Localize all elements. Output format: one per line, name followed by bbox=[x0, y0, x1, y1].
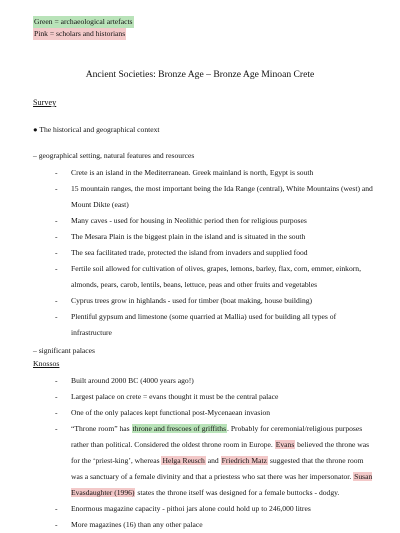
survey-heading: Survey bbox=[33, 98, 57, 107]
legend-green: Green = archaeological artefacts bbox=[34, 17, 133, 26]
knossos-list bbox=[55, 373, 375, 533]
legend-pink: Pink = scholars and historians bbox=[34, 29, 126, 38]
text-run: . Probably for ceremonial/religious purposes rather than political. Considered the oldest throne room in Europe. bbox=[71, 424, 363, 449]
list-item: - The sea facilitated trade, protected the island from invaders and supplied food bbox=[55, 245, 375, 261]
text-run: suggested that the throne room was a sanctuary of a female divinity and that a priestess who sat there was her impersonator. bbox=[71, 456, 364, 481]
list-item: - Largest palace on crete = evans thought it must be the central palace bbox=[55, 389, 375, 405]
context-heading: ● The historical and geographical context bbox=[33, 125, 160, 134]
scholar-highlight: Friedrich Matz bbox=[221, 456, 267, 465]
throne-room-item bbox=[55, 421, 375, 501]
list-item: - Built around 2000 BC (4000 years ago!) bbox=[55, 373, 375, 389]
list-item: - Enormous magazine capacity - pithoi jars alone could hold up to 246,000 litres bbox=[55, 501, 375, 517]
geo-heading: – geographical setting, natural features and resources bbox=[33, 151, 195, 160]
text-run: and bbox=[205, 456, 221, 465]
text-run: “Throne room” has bbox=[71, 424, 132, 433]
text-run: states the throne itself was designed for a female buttocks - dodgy. bbox=[135, 488, 340, 497]
text-run: believed the throne was for the ‘priest-king’, whereas bbox=[71, 440, 370, 465]
knossos-heading: Knossos bbox=[33, 359, 60, 368]
artefact-highlight: throne and frescoes of griffiths bbox=[132, 424, 227, 433]
list-item: - The Mesara Plain is the biggest plain in the island and is situated in the south bbox=[55, 229, 375, 245]
list-item: - Cyprus trees grow in highlands - used for timber (boat making, house building) bbox=[55, 293, 375, 309]
list-item: - 15 mountain ranges, the most important being the Ida Range (central), White Mountains (west) and Mount Dikte (east) bbox=[55, 181, 375, 213]
list-item: - Plentiful gypsum and limestone (some quarried at Mallia) used for building all types of infrastructure bbox=[55, 309, 375, 341]
list-item: - More magazines (16) than any other palace bbox=[55, 517, 375, 533]
scholar-highlight: Evans bbox=[275, 440, 295, 449]
geo-list bbox=[55, 165, 375, 341]
palaces-heading: – significant palaces bbox=[33, 346, 95, 355]
list-item: - One of the only palaces kept functional post-Mycenaean invasion bbox=[55, 405, 375, 421]
list-item: - Crete is an island in the Mediterranean. Greek mainland is north, Egypt is south bbox=[55, 165, 375, 181]
document-title: Ancient Societies: Bronze Age – Bronze Age Minoan Crete bbox=[85, 69, 315, 80]
scholar-highlight: Helga Reusch bbox=[162, 456, 205, 465]
color-legend bbox=[33, 16, 134, 40]
list-item: - Many caves - used for housing in Neolithic period then for religious purposes bbox=[55, 213, 375, 229]
scholar-highlight: Susan Evasdaughter (1996) bbox=[71, 472, 373, 497]
list-item: - Fertile soil allowed for cultivation of olives, grapes, lemons, barley, flax, corn, emmer, einkorn, almonds, pears, carob, lentils, beans, lettuce, peas and other fruits and vegetables bbox=[55, 261, 375, 293]
